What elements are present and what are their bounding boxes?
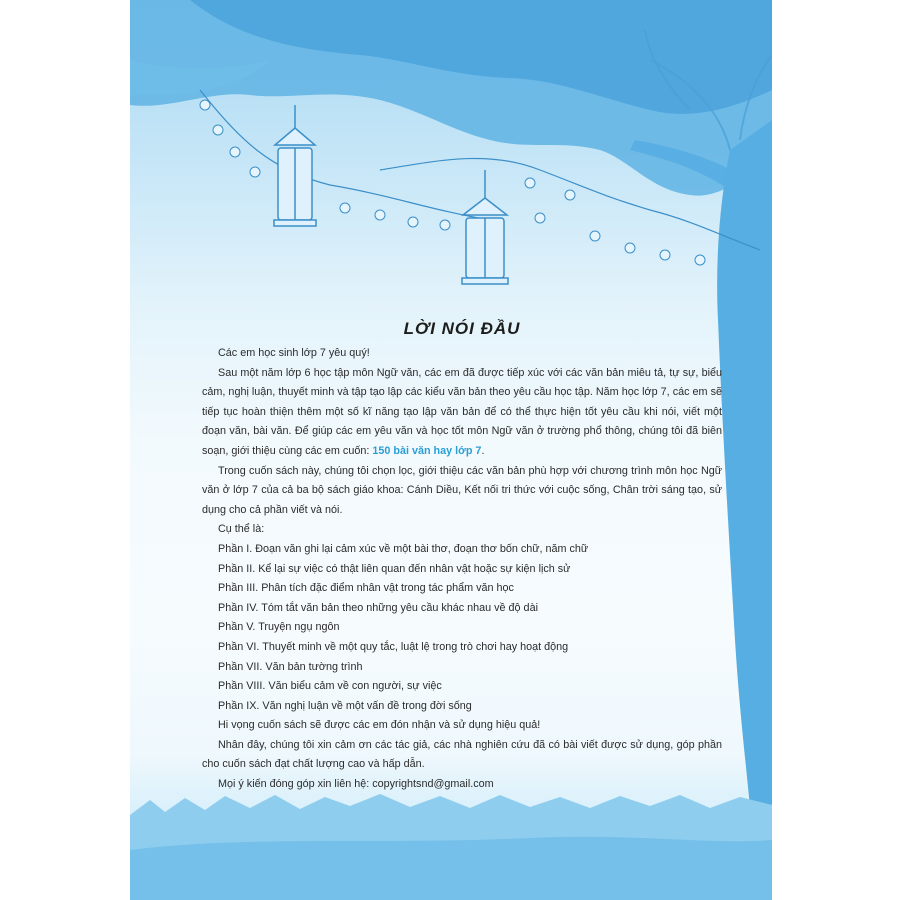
list-intro: Cụ thể là: <box>218 523 265 536</box>
grass-ground <box>130 794 772 900</box>
thanks-paragraph: Nhân đây, chúng tôi xin cảm ơn các tác giả, các nhà nghiên cứu đã có bài viết được sử dụng, góp phần cho cuốn sách đạt chất lượng cao và hấp dẫn. <box>202 738 722 771</box>
intro-text: Sau một năm lớp 6 học tập môn Ngữ văn, các em đã được tiếp xúc với các văn bản miêu tả, tự sự, biểu cảm, nghị luận, thuyết minh và tập tạo lập các kiểu văn bản theo yêu cầu học tập. Năm học lớp 7, các em sẽ tiếp tục hoàn thiện thêm một số kĩ năng tạo lập văn bản để có thể thực hiện tốt yêu cầu khi nói, viết một đoạn văn, bài văn. Để giúp các em yêu văn và học tốt môn Ngữ văn ở trường phổ thông, chúng tôi đã biên soạn, giới thiệu cùng các em cuốn: <box>202 366 722 457</box>
section-item: Phần II. Kể lại sự việc có thật liên quan đến nhân vật hoặc sự kiện lịch sử <box>218 562 571 575</box>
section-item: Phần I. Đoạn văn ghi lại cảm xúc về một bài thơ, đoạn thơ bốn chữ, năm chữ <box>218 542 589 555</box>
preface-body <box>202 318 722 795</box>
book-page <box>130 0 772 900</box>
section-item: Phần VIII. Văn biểu cảm về con người, sự việc <box>218 680 442 693</box>
book-title: 150 bài văn hay lớp 7 <box>372 444 482 457</box>
intro-end: . <box>481 444 485 457</box>
section-item: Phần V. Truyện ngụ ngôn <box>218 621 340 634</box>
lantern-right <box>462 170 508 284</box>
section-item: Phần VII. Văn bản tường trình <box>218 660 363 673</box>
section-item: Phần IV. Tóm tắt văn bản theo những yêu cầu khác nhau về độ dài <box>218 601 538 614</box>
hope-paragraph: Hi vọng cuốn sách sẽ được các em đón nhận và sử dụng hiệu quả! <box>218 719 541 732</box>
lantern-left <box>274 105 316 226</box>
page-title: LỜI NÓI ĐẦU <box>403 319 521 338</box>
intro-paragraph <box>202 364 722 462</box>
tree-canopy <box>130 0 772 196</box>
scope-paragraph: Trong cuốn sách này, chúng tôi chọn lọc, giới thiệu các văn bản phù hợp với chương trình môn học Ngữ văn ở lớp 7 của cả ba bộ sách giáo khoa: Cánh Diều, Kết nối tri thức với cuộc sống, Chân trời sáng tạo, sử dụng cho cả phần viết và nói. <box>202 464 722 516</box>
section-item: Phần VI. Thuyết minh về một quy tắc, luật lệ trong trò chơi hay hoạt động <box>218 640 569 653</box>
greeting: Các em học sinh lớp 7 yêu quý! <box>218 347 370 359</box>
section-item: Phần IX. Văn nghị luận về một vấn đề trong đời sống <box>218 699 472 712</box>
section-item: Phần III. Phân tích đặc điểm nhân vật trong tác phẩm văn học <box>218 582 514 595</box>
contact-paragraph: Mọi ý kiến đóng góp xin liên hệ: copyrightsnd@gmail.com <box>218 778 494 791</box>
